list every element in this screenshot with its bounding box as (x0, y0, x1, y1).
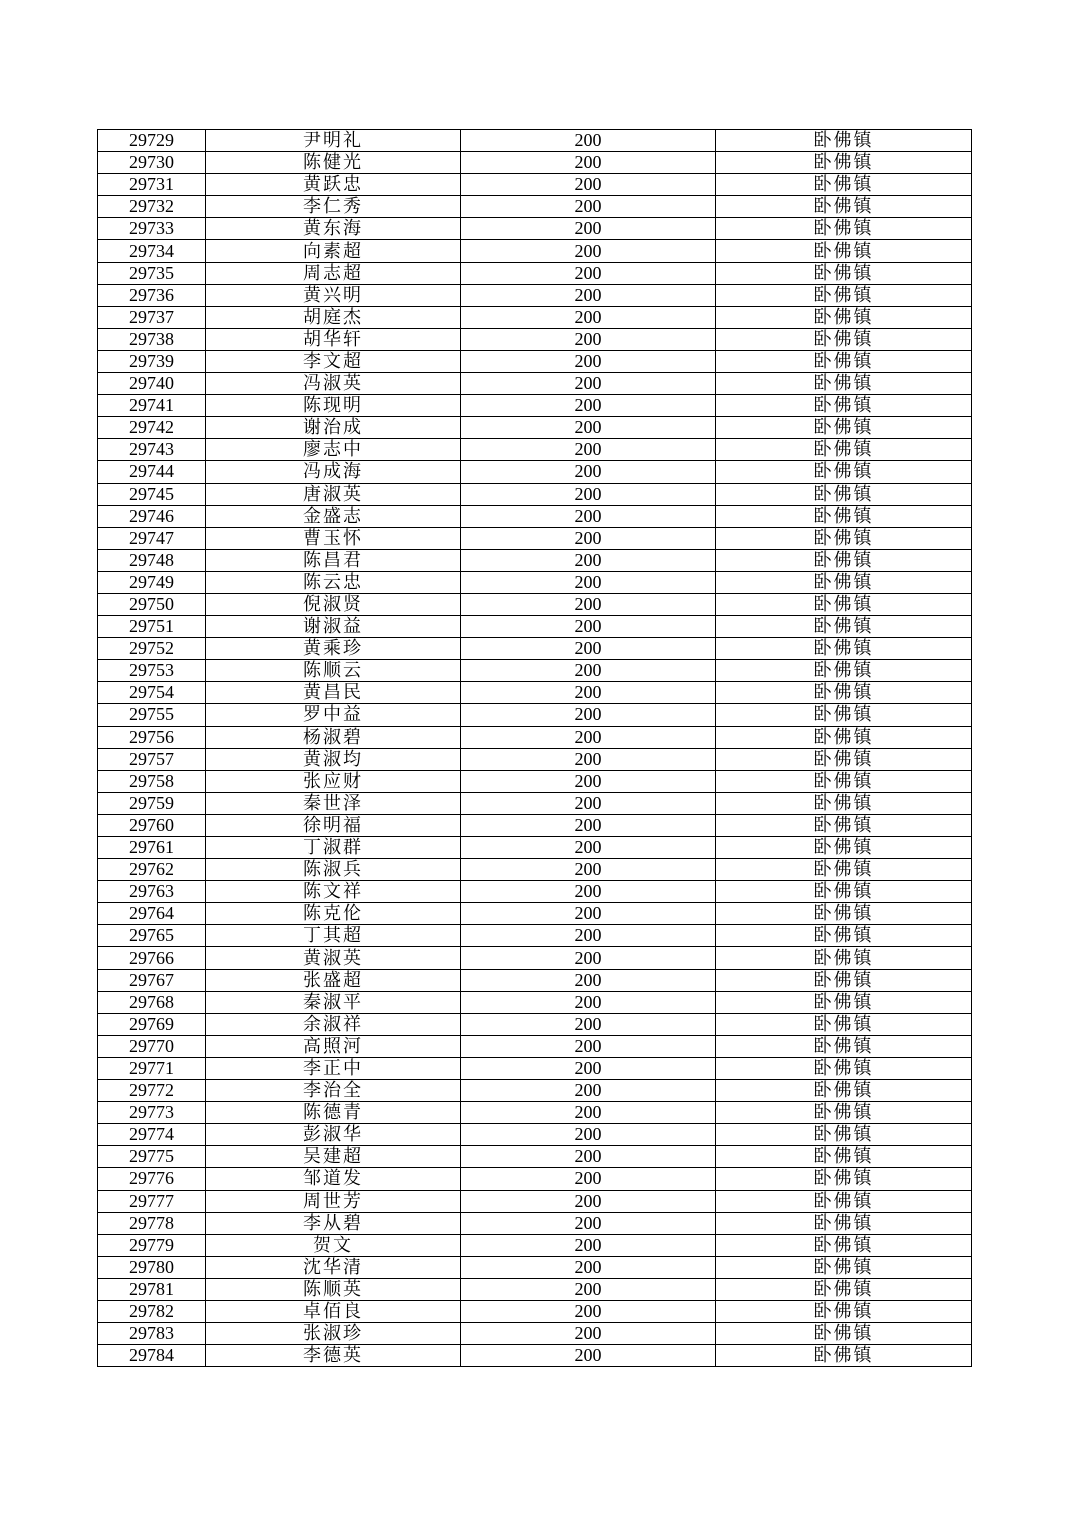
table-row (98, 306, 972, 328)
row-id-cell: 29769 (98, 1013, 206, 1035)
table-row (98, 328, 972, 350)
name-cell: 张淑珍 (206, 1323, 461, 1345)
table-row (98, 505, 972, 527)
name-cell: 秦世泽 (206, 792, 461, 814)
town-cell: 卧佛镇 (716, 748, 972, 770)
amount-cell: 200 (461, 1256, 716, 1278)
row-id-cell: 29767 (98, 969, 206, 991)
row-id-cell: 29738 (98, 328, 206, 350)
amount-cell: 200 (461, 947, 716, 969)
town-cell: 卧佛镇 (716, 682, 972, 704)
town-cell: 卧佛镇 (716, 549, 972, 571)
name-cell: 罗中益 (206, 704, 461, 726)
name-cell: 邹道发 (206, 1168, 461, 1190)
amount-cell: 200 (461, 350, 716, 372)
name-cell: 贺文 (206, 1234, 461, 1256)
table-row (98, 660, 972, 682)
amount-cell: 200 (461, 859, 716, 881)
town-cell: 卧佛镇 (716, 1345, 972, 1367)
town-cell: 卧佛镇 (716, 814, 972, 836)
table-row (98, 969, 972, 991)
amount-cell: 200 (461, 1168, 716, 1190)
table-row (98, 1212, 972, 1234)
name-cell: 唐淑英 (206, 483, 461, 505)
table-row (98, 1168, 972, 1190)
name-cell: 李文超 (206, 350, 461, 372)
row-id-cell: 29752 (98, 638, 206, 660)
town-cell: 卧佛镇 (716, 1256, 972, 1278)
name-cell: 尹明礼 (206, 130, 461, 152)
amount-cell: 200 (461, 1212, 716, 1234)
amount-cell: 200 (461, 284, 716, 306)
town-cell: 卧佛镇 (716, 947, 972, 969)
table-row (98, 549, 972, 571)
row-id-cell: 29731 (98, 174, 206, 196)
name-cell: 丁淑群 (206, 837, 461, 859)
table-row (98, 1300, 972, 1322)
town-cell: 卧佛镇 (716, 925, 972, 947)
name-cell: 金盛志 (206, 505, 461, 527)
row-id-cell: 29783 (98, 1323, 206, 1345)
amount-cell: 200 (461, 1190, 716, 1212)
name-cell: 李仁秀 (206, 196, 461, 218)
town-cell: 卧佛镇 (716, 527, 972, 549)
town-cell: 卧佛镇 (716, 483, 972, 505)
roster-table (97, 129, 972, 1367)
amount-cell: 200 (461, 439, 716, 461)
town-cell: 卧佛镇 (716, 770, 972, 792)
name-cell: 高照河 (206, 1035, 461, 1057)
amount-cell: 200 (461, 814, 716, 836)
row-id-cell: 29747 (98, 527, 206, 549)
table-row (98, 947, 972, 969)
town-cell: 卧佛镇 (716, 174, 972, 196)
name-cell: 李治全 (206, 1080, 461, 1102)
town-cell: 卧佛镇 (716, 903, 972, 925)
row-id-cell: 29755 (98, 704, 206, 726)
name-cell: 张应财 (206, 770, 461, 792)
amount-cell: 200 (461, 1323, 716, 1345)
town-cell: 卧佛镇 (716, 1212, 972, 1234)
table-row (98, 1345, 972, 1367)
amount-cell: 200 (461, 925, 716, 947)
name-cell: 黄淑英 (206, 947, 461, 969)
town-cell: 卧佛镇 (716, 1035, 972, 1057)
town-cell: 卧佛镇 (716, 593, 972, 615)
town-cell: 卧佛镇 (716, 1124, 972, 1146)
row-id-cell: 29748 (98, 549, 206, 571)
amount-cell: 200 (461, 549, 716, 571)
table-row (98, 1102, 972, 1124)
table-row (98, 638, 972, 660)
name-cell: 吴建超 (206, 1146, 461, 1168)
row-id-cell: 29740 (98, 373, 206, 395)
table-row (98, 350, 972, 372)
table-row (98, 130, 972, 152)
town-cell: 卧佛镇 (716, 505, 972, 527)
amount-cell: 200 (461, 792, 716, 814)
town-cell: 卧佛镇 (716, 969, 972, 991)
table-row (98, 1256, 972, 1278)
amount-cell: 200 (461, 395, 716, 417)
row-id-cell: 29739 (98, 350, 206, 372)
name-cell: 黄淑均 (206, 748, 461, 770)
table-row (98, 925, 972, 947)
row-id-cell: 29759 (98, 792, 206, 814)
town-cell: 卧佛镇 (716, 1234, 972, 1256)
town-cell: 卧佛镇 (716, 284, 972, 306)
row-id-cell: 29776 (98, 1168, 206, 1190)
row-id-cell: 29781 (98, 1278, 206, 1300)
row-id-cell: 29761 (98, 837, 206, 859)
table-row (98, 726, 972, 748)
name-cell: 谢治成 (206, 417, 461, 439)
row-id-cell: 29751 (98, 616, 206, 638)
table-row (98, 1323, 972, 1345)
name-cell: 卓佰良 (206, 1300, 461, 1322)
amount-cell: 200 (461, 969, 716, 991)
table-row (98, 240, 972, 262)
town-cell: 卧佛镇 (716, 616, 972, 638)
roster-table-body (98, 130, 972, 1367)
town-cell: 卧佛镇 (716, 328, 972, 350)
table-row (98, 483, 972, 505)
table-row (98, 1035, 972, 1057)
name-cell: 秦淑平 (206, 991, 461, 1013)
amount-cell: 200 (461, 1146, 716, 1168)
town-cell: 卧佛镇 (716, 881, 972, 903)
amount-cell: 200 (461, 1234, 716, 1256)
table-row (98, 461, 972, 483)
name-cell: 陈现明 (206, 395, 461, 417)
table-row (98, 792, 972, 814)
name-cell: 黄兴明 (206, 284, 461, 306)
town-cell: 卧佛镇 (716, 991, 972, 1013)
row-id-cell: 29779 (98, 1234, 206, 1256)
name-cell: 徐明福 (206, 814, 461, 836)
town-cell: 卧佛镇 (716, 1300, 972, 1322)
name-cell: 陈德青 (206, 1102, 461, 1124)
name-cell: 冯成海 (206, 461, 461, 483)
table-row (98, 770, 972, 792)
town-cell: 卧佛镇 (716, 1013, 972, 1035)
name-cell: 曹玉怀 (206, 527, 461, 549)
row-id-cell: 29735 (98, 262, 206, 284)
table-row (98, 1190, 972, 1212)
name-cell: 陈顺英 (206, 1278, 461, 1300)
amount-cell: 200 (461, 682, 716, 704)
row-id-cell: 29784 (98, 1345, 206, 1367)
amount-cell: 200 (461, 1080, 716, 1102)
amount-cell: 200 (461, 837, 716, 859)
table-row (98, 218, 972, 240)
amount-cell: 200 (461, 417, 716, 439)
name-cell: 冯淑英 (206, 373, 461, 395)
row-id-cell: 29774 (98, 1124, 206, 1146)
town-cell: 卧佛镇 (716, 130, 972, 152)
table-row (98, 682, 972, 704)
amount-cell: 200 (461, 1102, 716, 1124)
town-cell: 卧佛镇 (716, 1323, 972, 1345)
name-cell: 黄昌民 (206, 682, 461, 704)
name-cell: 张盛超 (206, 969, 461, 991)
table-row (98, 1124, 972, 1146)
row-id-cell: 29757 (98, 748, 206, 770)
town-cell: 卧佛镇 (716, 638, 972, 660)
row-id-cell: 29749 (98, 571, 206, 593)
amount-cell: 200 (461, 704, 716, 726)
row-id-cell: 29742 (98, 417, 206, 439)
table-row (98, 417, 972, 439)
table-row (98, 1057, 972, 1079)
amount-cell: 200 (461, 770, 716, 792)
amount-cell: 200 (461, 903, 716, 925)
row-id-cell: 29736 (98, 284, 206, 306)
row-id-cell: 29763 (98, 881, 206, 903)
amount-cell: 200 (461, 240, 716, 262)
row-id-cell: 29766 (98, 947, 206, 969)
row-id-cell: 29744 (98, 461, 206, 483)
town-cell: 卧佛镇 (716, 726, 972, 748)
table-row (98, 174, 972, 196)
name-cell: 廖志中 (206, 439, 461, 461)
table-row (98, 1278, 972, 1300)
table-row (98, 571, 972, 593)
table-row (98, 373, 972, 395)
table-row (98, 527, 972, 549)
amount-cell: 200 (461, 1300, 716, 1322)
name-cell: 向素超 (206, 240, 461, 262)
name-cell: 黄东海 (206, 218, 461, 240)
row-id-cell: 29745 (98, 483, 206, 505)
name-cell: 胡华轩 (206, 328, 461, 350)
amount-cell: 200 (461, 1124, 716, 1146)
town-cell: 卧佛镇 (716, 350, 972, 372)
town-cell: 卧佛镇 (716, 704, 972, 726)
town-cell: 卧佛镇 (716, 1146, 972, 1168)
row-id-cell: 29733 (98, 218, 206, 240)
amount-cell: 200 (461, 505, 716, 527)
town-cell: 卧佛镇 (716, 417, 972, 439)
town-cell: 卧佛镇 (716, 240, 972, 262)
name-cell: 李德英 (206, 1345, 461, 1367)
name-cell: 倪淑贤 (206, 593, 461, 615)
name-cell: 李正中 (206, 1057, 461, 1079)
name-cell: 谢淑益 (206, 616, 461, 638)
amount-cell: 200 (461, 1345, 716, 1367)
name-cell: 黄乘珍 (206, 638, 461, 660)
name-cell: 陈克伦 (206, 903, 461, 925)
amount-cell: 200 (461, 306, 716, 328)
amount-cell: 200 (461, 616, 716, 638)
row-id-cell: 29777 (98, 1190, 206, 1212)
row-id-cell: 29780 (98, 1256, 206, 1278)
amount-cell: 200 (461, 130, 716, 152)
row-id-cell: 29732 (98, 196, 206, 218)
table-row (98, 1013, 972, 1035)
amount-cell: 200 (461, 638, 716, 660)
town-cell: 卧佛镇 (716, 571, 972, 593)
table-row (98, 284, 972, 306)
town-cell: 卧佛镇 (716, 395, 972, 417)
row-id-cell: 29782 (98, 1300, 206, 1322)
name-cell: 沈华清 (206, 1256, 461, 1278)
amount-cell: 200 (461, 1013, 716, 1035)
table-row (98, 837, 972, 859)
name-cell: 丁其超 (206, 925, 461, 947)
row-id-cell: 29737 (98, 306, 206, 328)
amount-cell: 200 (461, 174, 716, 196)
name-cell: 陈文祥 (206, 881, 461, 903)
table-row (98, 152, 972, 174)
town-cell: 卧佛镇 (716, 262, 972, 284)
town-cell: 卧佛镇 (716, 373, 972, 395)
row-id-cell: 29743 (98, 439, 206, 461)
row-id-cell: 29746 (98, 505, 206, 527)
row-id-cell: 29768 (98, 991, 206, 1013)
amount-cell: 200 (461, 527, 716, 549)
amount-cell: 200 (461, 196, 716, 218)
row-id-cell: 29760 (98, 814, 206, 836)
table-row (98, 1080, 972, 1102)
amount-cell: 200 (461, 1057, 716, 1079)
row-id-cell: 29729 (98, 130, 206, 152)
amount-cell: 200 (461, 373, 716, 395)
table-row (98, 881, 972, 903)
table-row (98, 395, 972, 417)
name-cell: 彭淑华 (206, 1124, 461, 1146)
name-cell: 李从碧 (206, 1212, 461, 1234)
town-cell: 卧佛镇 (716, 1080, 972, 1102)
row-id-cell: 29753 (98, 660, 206, 682)
amount-cell: 200 (461, 483, 716, 505)
name-cell: 陈顺云 (206, 660, 461, 682)
row-id-cell: 29775 (98, 1146, 206, 1168)
name-cell: 余淑祥 (206, 1013, 461, 1035)
row-id-cell: 29764 (98, 903, 206, 925)
town-cell: 卧佛镇 (716, 1057, 972, 1079)
amount-cell: 200 (461, 1278, 716, 1300)
town-cell: 卧佛镇 (716, 859, 972, 881)
amount-cell: 200 (461, 328, 716, 350)
row-id-cell: 29756 (98, 726, 206, 748)
table-row (98, 1146, 972, 1168)
row-id-cell: 29772 (98, 1080, 206, 1102)
row-id-cell: 29773 (98, 1102, 206, 1124)
amount-cell: 200 (461, 461, 716, 483)
amount-cell: 200 (461, 593, 716, 615)
town-cell: 卧佛镇 (716, 1278, 972, 1300)
amount-cell: 200 (461, 571, 716, 593)
table-row (98, 262, 972, 284)
town-cell: 卧佛镇 (716, 792, 972, 814)
town-cell: 卧佛镇 (716, 152, 972, 174)
amount-cell: 200 (461, 991, 716, 1013)
row-id-cell: 29754 (98, 682, 206, 704)
row-id-cell: 29730 (98, 152, 206, 174)
row-id-cell: 29741 (98, 395, 206, 417)
name-cell: 陈昌君 (206, 549, 461, 571)
table-row (98, 903, 972, 925)
town-cell: 卧佛镇 (716, 218, 972, 240)
name-cell: 杨淑碧 (206, 726, 461, 748)
amount-cell: 200 (461, 660, 716, 682)
amount-cell: 200 (461, 1035, 716, 1057)
town-cell: 卧佛镇 (716, 837, 972, 859)
amount-cell: 200 (461, 748, 716, 770)
row-id-cell: 29770 (98, 1035, 206, 1057)
amount-cell: 200 (461, 152, 716, 174)
table-row (98, 593, 972, 615)
town-cell: 卧佛镇 (716, 306, 972, 328)
town-cell: 卧佛镇 (716, 1102, 972, 1124)
row-id-cell: 29778 (98, 1212, 206, 1234)
town-cell: 卧佛镇 (716, 461, 972, 483)
row-id-cell: 29750 (98, 593, 206, 615)
town-cell: 卧佛镇 (716, 1168, 972, 1190)
row-id-cell: 29762 (98, 859, 206, 881)
table-row (98, 991, 972, 1013)
table-row (98, 748, 972, 770)
town-cell: 卧佛镇 (716, 196, 972, 218)
amount-cell: 200 (461, 726, 716, 748)
name-cell: 陈云忠 (206, 571, 461, 593)
table-row (98, 859, 972, 881)
row-id-cell: 29765 (98, 925, 206, 947)
row-id-cell: 29734 (98, 240, 206, 262)
table-row (98, 814, 972, 836)
name-cell: 周志超 (206, 262, 461, 284)
name-cell: 陈健光 (206, 152, 461, 174)
town-cell: 卧佛镇 (716, 660, 972, 682)
row-id-cell: 29771 (98, 1057, 206, 1079)
name-cell: 胡庭杰 (206, 306, 461, 328)
table-row (98, 616, 972, 638)
amount-cell: 200 (461, 262, 716, 284)
table-row (98, 1234, 972, 1256)
town-cell: 卧佛镇 (716, 1190, 972, 1212)
row-id-cell: 29758 (98, 770, 206, 792)
table-row (98, 439, 972, 461)
amount-cell: 200 (461, 881, 716, 903)
name-cell: 陈淑兵 (206, 859, 461, 881)
amount-cell: 200 (461, 218, 716, 240)
town-cell: 卧佛镇 (716, 439, 972, 461)
table-row (98, 704, 972, 726)
table-row (98, 196, 972, 218)
name-cell: 黄跃忠 (206, 174, 461, 196)
name-cell: 周世芳 (206, 1190, 461, 1212)
